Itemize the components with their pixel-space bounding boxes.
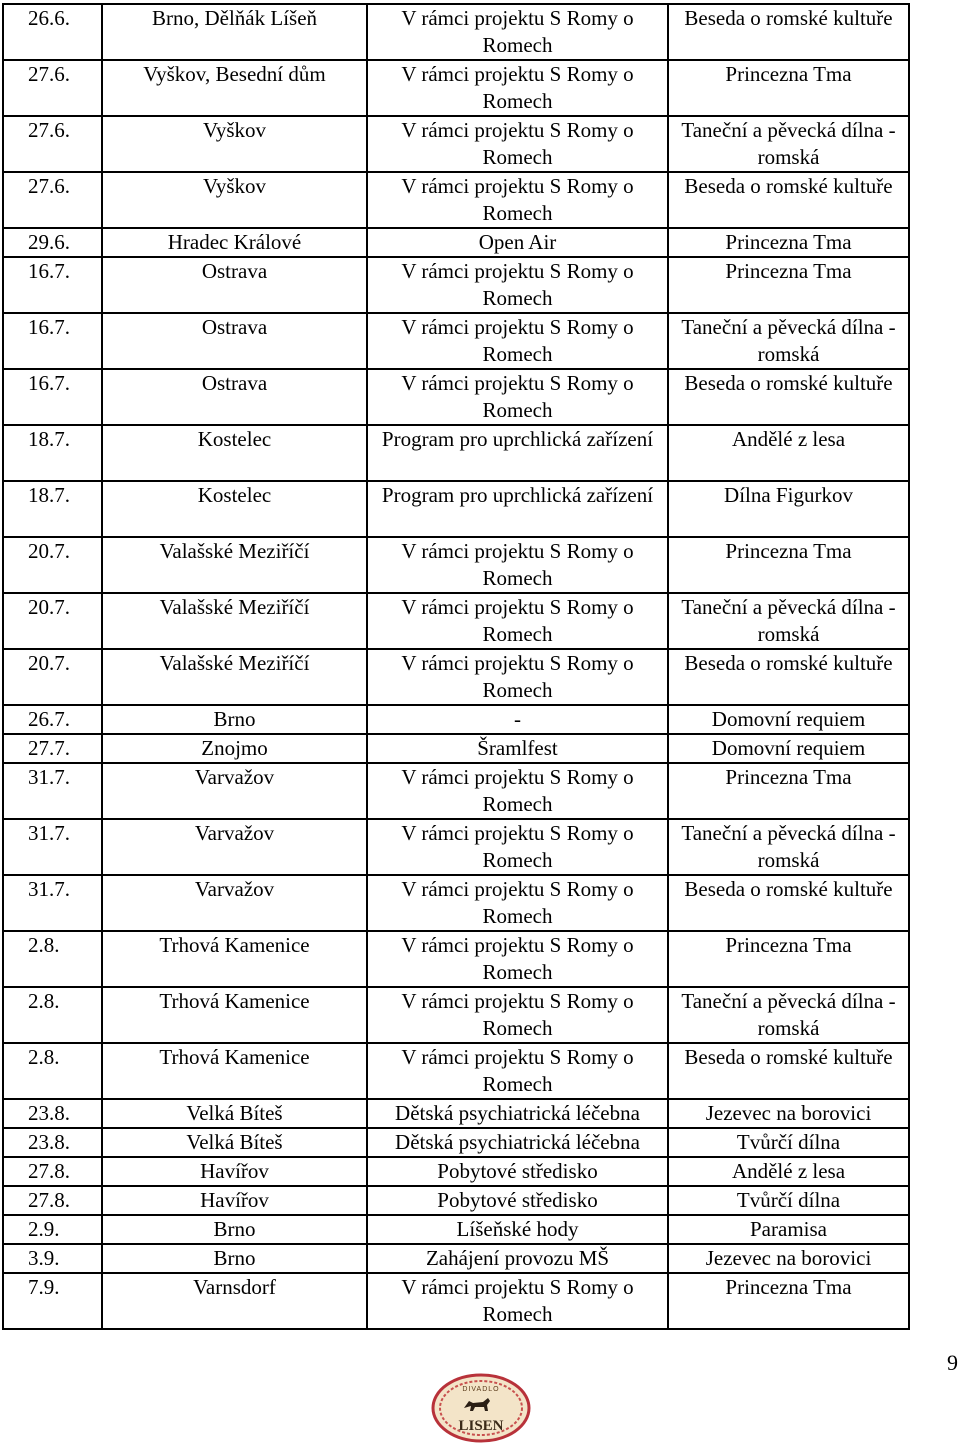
date-cell: 23.8. [3, 1128, 102, 1157]
show-cell: Paramisa [668, 1215, 909, 1244]
program-cell: V rámci projektu S Romy o Romech [367, 1273, 668, 1329]
date-cell: 7.9. [3, 1273, 102, 1329]
show-cell: Jezevec na borovici [668, 1244, 909, 1273]
place-cell: Znojmo [102, 734, 367, 763]
place-cell: Vyškov, Besední dům [102, 60, 367, 116]
place-cell: Velká Bíteš [102, 1128, 367, 1157]
show-cell: Taneční a pěvecká dílna - romská [668, 593, 909, 649]
table-row [3, 60, 909, 116]
show-cell: Princezna Tma [668, 257, 909, 313]
program-cell: V rámci projektu S Romy o Romech [367, 819, 668, 875]
show-cell: Jezevec na borovici [668, 1099, 909, 1128]
date-cell: 27.6. [3, 60, 102, 116]
place-cell: Valašské Meziříčí [102, 649, 367, 705]
show-cell: Andělé z lesa [668, 1157, 909, 1186]
show-cell: Taneční a pěvecká dílna - romská [668, 819, 909, 875]
place-cell: Trhová Kamenice [102, 931, 367, 987]
place-cell: Ostrava [102, 369, 367, 425]
show-cell: Taneční a pěvecká dílna - romská [668, 987, 909, 1043]
table-row [3, 1273, 909, 1329]
page-number: 9 [947, 1350, 958, 1375]
logo-top-text: DIVADLO [462, 1386, 500, 1393]
place-cell: Brno [102, 1244, 367, 1273]
show-cell: Princezna Tma [668, 537, 909, 593]
program-cell: V rámci projektu S Romy o Romech [367, 60, 668, 116]
place-cell: Kostelec [102, 481, 367, 537]
show-cell: Beseda o romské kultuře [668, 649, 909, 705]
table-row [3, 481, 909, 537]
theatre-logo [430, 1372, 532, 1444]
table-row [3, 1043, 909, 1099]
logo-text: LISEN [458, 1418, 504, 1434]
place-cell: Varvažov [102, 875, 367, 931]
table-row [3, 705, 909, 734]
program-cell: V rámci projektu S Romy o Romech [367, 172, 668, 228]
table-row [3, 763, 909, 819]
program-cell: V rámci projektu S Romy o Romech [367, 4, 668, 60]
table-row [3, 116, 909, 172]
show-cell: Tvůrčí dílna [668, 1186, 909, 1215]
date-cell: 27.6. [3, 172, 102, 228]
date-cell: 26.6. [3, 4, 102, 60]
place-cell: Brno [102, 1215, 367, 1244]
program-cell: V rámci projektu S Romy o Romech [367, 593, 668, 649]
table-row [3, 734, 909, 763]
show-cell: Dílna Figurkov [668, 481, 909, 537]
program-cell: V rámci projektu S Romy o Romech [367, 875, 668, 931]
date-cell: 31.7. [3, 875, 102, 931]
show-cell: Tvůrčí dílna [668, 1128, 909, 1157]
show-cell: Beseda o romské kultuře [668, 172, 909, 228]
date-cell: 20.7. [3, 593, 102, 649]
program-cell: Pobytové středisko [367, 1186, 668, 1215]
program-cell: Zahájení provozu MŠ [367, 1244, 668, 1273]
date-cell: 20.7. [3, 537, 102, 593]
show-cell: Beseda o romské kultuře [668, 369, 909, 425]
date-cell: 18.7. [3, 425, 102, 481]
table-row [3, 1128, 909, 1157]
table-row [3, 875, 909, 931]
program-cell: - [367, 705, 668, 734]
show-cell: Beseda o romské kultuře [668, 1043, 909, 1099]
date-cell: 20.7. [3, 649, 102, 705]
place-cell: Trhová Kamenice [102, 987, 367, 1043]
date-cell: 27.8. [3, 1157, 102, 1186]
program-cell: Šramlfest [367, 734, 668, 763]
date-cell: 18.7. [3, 481, 102, 537]
program-cell: Open Air [367, 228, 668, 257]
program-cell: V rámci projektu S Romy o Romech [367, 369, 668, 425]
place-cell: Vyškov [102, 116, 367, 172]
program-cell: Dětská psychiatrická léčebna [367, 1099, 668, 1128]
show-cell: Princezna Tma [668, 1273, 909, 1329]
table-row [3, 819, 909, 875]
place-cell: Valašské Meziříčí [102, 593, 367, 649]
table-row [3, 425, 909, 481]
date-cell: 2.9. [3, 1215, 102, 1244]
place-cell: Hradec Králové [102, 228, 367, 257]
place-cell: Velká Bíteš [102, 1099, 367, 1128]
program-cell: Program pro uprchlická zařízení [367, 425, 668, 481]
date-cell: 3.9. [3, 1244, 102, 1273]
place-cell: Varvažov [102, 819, 367, 875]
program-cell: Líšeňské hody [367, 1215, 668, 1244]
table-row [3, 257, 909, 313]
table-row [3, 4, 909, 60]
table-row [3, 1244, 909, 1273]
show-cell: Andělé z lesa [668, 425, 909, 481]
program-cell: V rámci projektu S Romy o Romech [367, 987, 668, 1043]
date-cell: 27.8. [3, 1186, 102, 1215]
date-cell: 27.7. [3, 734, 102, 763]
schedule-body [3, 4, 909, 1329]
table-row [3, 593, 909, 649]
date-cell: 23.8. [3, 1099, 102, 1128]
place-cell: Havířov [102, 1157, 367, 1186]
show-cell: Domovní requiem [668, 705, 909, 734]
show-cell: Princezna Tma [668, 228, 909, 257]
schedule-table [2, 3, 910, 1330]
place-cell: Varnsdorf [102, 1273, 367, 1329]
program-cell: Pobytové středisko [367, 1157, 668, 1186]
program-cell: Dětská psychiatrická léčebna [367, 1128, 668, 1157]
show-cell: Domovní requiem [668, 734, 909, 763]
show-cell: Taneční a pěvecká dílna - romská [668, 116, 909, 172]
show-cell: Princezna Tma [668, 931, 909, 987]
place-cell: Ostrava [102, 313, 367, 369]
show-cell: Taneční a pěvecká dílna - romská [668, 313, 909, 369]
table-row [3, 172, 909, 228]
program-cell: Program pro uprchlická zařízení [367, 481, 668, 537]
place-cell: Havířov [102, 1186, 367, 1215]
place-cell: Brno, Dělňák Líšeň [102, 4, 367, 60]
program-cell: V rámci projektu S Romy o Romech [367, 1043, 668, 1099]
date-cell: 16.7. [3, 369, 102, 425]
program-cell: V rámci projektu S Romy o Romech [367, 763, 668, 819]
table-row [3, 1157, 909, 1186]
program-cell: V rámci projektu S Romy o Romech [367, 537, 668, 593]
table-row [3, 369, 909, 425]
show-cell: Princezna Tma [668, 763, 909, 819]
place-cell: Vyškov [102, 172, 367, 228]
place-cell: Varvažov [102, 763, 367, 819]
place-cell: Valašské Meziříčí [102, 537, 367, 593]
table-row [3, 313, 909, 369]
table-row [3, 1215, 909, 1244]
show-cell: Beseda o romské kultuře [668, 875, 909, 931]
place-cell: Kostelec [102, 425, 367, 481]
date-cell: 16.7. [3, 257, 102, 313]
date-cell: 31.7. [3, 763, 102, 819]
table-row [3, 1099, 909, 1128]
table-row [3, 649, 909, 705]
date-cell: 2.8. [3, 931, 102, 987]
show-cell: Beseda o romské kultuře [668, 4, 909, 60]
date-cell: 2.8. [3, 1043, 102, 1099]
program-cell: V rámci projektu S Romy o Romech [367, 931, 668, 987]
date-cell: 2.8. [3, 987, 102, 1043]
show-cell: Princezna Tma [668, 60, 909, 116]
program-cell: V rámci projektu S Romy o Romech [367, 257, 668, 313]
date-cell: 31.7. [3, 819, 102, 875]
program-cell: V rámci projektu S Romy o Romech [367, 313, 668, 369]
place-cell: Trhová Kamenice [102, 1043, 367, 1099]
place-cell: Ostrava [102, 257, 367, 313]
date-cell: 16.7. [3, 313, 102, 369]
place-cell: Brno [102, 705, 367, 734]
date-cell: 27.6. [3, 116, 102, 172]
table-row [3, 1186, 909, 1215]
table-row [3, 931, 909, 987]
program-cell: V rámci projektu S Romy o Romech [367, 116, 668, 172]
date-cell: 29.6. [3, 228, 102, 257]
table-row [3, 537, 909, 593]
table-row [3, 228, 909, 257]
table-row [3, 987, 909, 1043]
program-cell: V rámci projektu S Romy o Romech [367, 649, 668, 705]
date-cell: 26.7. [3, 705, 102, 734]
